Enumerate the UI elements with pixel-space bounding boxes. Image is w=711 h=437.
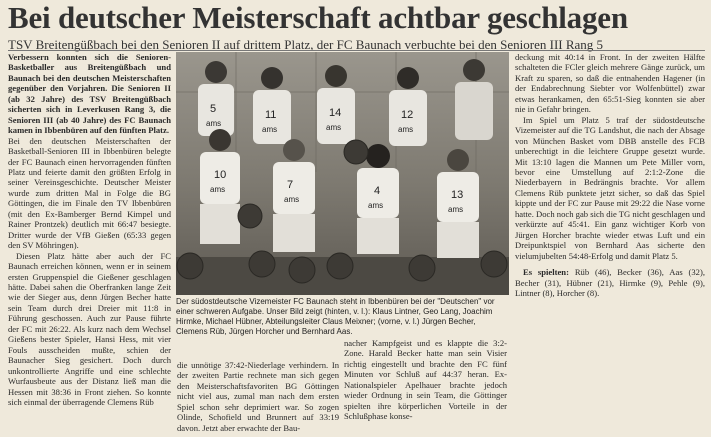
team-photo xyxy=(176,52,509,295)
jersey-sponsor: ams xyxy=(262,125,278,134)
jersey-sponsor: ams xyxy=(448,205,464,214)
article-paragraph: Im Spiel um Platz 5 traf der südostdeutsche Vizemeister auf die TG Landshut, die nach der Absage von München Basket vom DBB anstelle des FCB unberechtigt in die leichtere Gruppe gesetzt wurde. Mit 13:10 lagen die Mannen um Pete Miller vorn, bevor eine Umstellung auf 2:1:2-Zone die Niederbayern in Bedrängnis brachte. Vor allem Clemens Rüb punktete jetzt sicher, so daß das Spiel kippte und der FC zur Pause mit 29:22 die Nase vorne hatte. Doch noch gab sich die TG nicht geschlagen und verkürzte auf 45:41. Ein ganz wichtiger Korb von Jürgen Horcher brachte wieder etwas Luft und ein Dreipunktspiel von Bernhard Aas sicherte den vielumjubelten 54:48-Erfolg und damit Platz 5. xyxy=(515,114,705,261)
scorers-paragraph xyxy=(515,267,705,298)
headline-rule xyxy=(8,50,705,51)
article-paragraph: nacher Kampfgeist und es klappte die 3:2-Zone. Harald Becker hatte man sein Visier richtig eingestellt und brachte den FC fünf Minuten vor Schluß auf 44:37 heran. Ex-Nationalspieler Apelhauer brachte jedoch wieder Ordnung in sein Team, die Göttinger spielten ihre körperlichen Vorteile in der Schlußphase konse- xyxy=(344,338,507,422)
jersey-number: 14 xyxy=(329,107,342,119)
jersey-sponsor: ams xyxy=(368,201,384,210)
photo-caption: Der südostdeutsche Vizemeister FC Baunach steht in Ibbenbüren bei der "Deutschen" vor einer schweren Aufgabe. Unser Bild zeigt (hinten, v. l.): Klaus Lintner, Geo Lang, Joachim Hirmke, Michael Hübner, Abteilungsleiter Claus Meixner; (vorne, v. l.) Jürgen Becher, Clemens Rüb, Jürgen Horcher und Bernhard Aas. xyxy=(176,297,495,336)
team-photo-image xyxy=(176,52,509,295)
article-lead: Verbessern konnten sich die Senioren-Basketballer aus Breitengüßbach und Baunach bei den deutschen Meisterschaften gegenüber den Vorjahren. Die Senioren II (ab 32 Jahre) des TSV Breitengüßbach sicherten sich in Leverkusen Rang 3, die Senioren III (ab 40 Jahre) des FC Baunach kamen in Ibbenbüren auf den fünften Platz. xyxy=(8,52,171,136)
jersey-number: 10 xyxy=(214,169,227,181)
jersey-number: 11 xyxy=(265,109,277,121)
article-paragraph: Diesen Platz hätte aber auch der FC Baunach erreichen können, wenn er in seinem ersten Gruppenspiel die Gießener geschlagen hätte. Dabei sahen die Oberfranken lange Zeit wie der Sieger aus, denn Jürgen Becher hatte sein Team durch drei Dreier mit 11:8 in Führung geschossen. Auch zur Pause führte der FC mit 26:22. Als kurz nach dem Wechsel Gießens bester Spieler, Hansi Hess, mit vier Fouls ausscheiden mußte, schien der Baunacher Sieg gesichert. Doch durch unkontrollierte Angriffe und eine schlechte Wurfausbeute aus der Distanz ließ man die Hessen mit 38:36 in Front ziehen. So konnte sich einmal der überragende Clemens Rüb xyxy=(8,250,171,407)
jersey-sponsor: ams xyxy=(326,123,342,132)
jersey-sponsor: ams xyxy=(284,195,300,204)
article-column-2 xyxy=(177,360,339,433)
scorers-list: Rüb (46), Becker (36), Aas (32), Becher (31), Hübner (21), Hirmke (9), Pehle (9), Lintner (8), Horcher (8). xyxy=(515,267,705,298)
jersey-number: 13 xyxy=(451,189,464,201)
article-column-4 xyxy=(515,52,705,298)
jersey-sponsor: ams xyxy=(210,185,226,194)
jersey-number: 7 xyxy=(287,179,294,191)
jersey-number: 4 xyxy=(374,185,381,197)
subheadline: TSV Breitengüßbach bei den Senioren II auf drittem Platz, der FC Baunach verbuchte bei den Senioren III Rang 5 xyxy=(8,37,604,52)
jersey-number: 12 xyxy=(401,109,414,121)
scorers-label: Es spielten: xyxy=(523,267,569,278)
article-paragraph: die unnötige 37:42-Niederlage verhindern. In der zweiten Partie rechnete man sich gegen den Meisterschaftsfavoriten BG Göttingen nicht viel aus, zumal man nach dem ersten Spiel schon sehr deprimiert war. So zogen Olinde, Schofield und Brunnert auf 33:19 davon. Jetzt aber erwachte der Bau- xyxy=(177,360,339,433)
jersey-sponsor: ams xyxy=(206,119,222,128)
article-paragraph: deckung mit 40:14 in Front. In der zweiten Hälfte schalteten die FCler gleich mehrere Gänge zurück, um Kraft zu sparen, so daß die entnahenden Hagener (in der Endabrechnung Siebter vor Wolfenbüttel) zwar etwas herankamen, den 65:51-Sieg konnten sie aber nie in Gefahr bringen. xyxy=(515,52,705,115)
headline: Bei deutscher Meisterschaft achtbar geschlagen xyxy=(8,0,628,35)
article-paragraph: Bei den deutschen Meisterschaften der Basketball-Senioren III in Ibbenbüren belegte der FC Baunach einen hervorragenden fünften Platz und feierte damit den größten Erfolg in seiner Vereinsgeschichte. Deutscher Meister wurde zum dritten Mal in Folge die BG Göttingen, die im Finale den TV Ibbenbüren (mit den Ex-Bamberger Bernd Kimpel und Rainer Prontzek) deutlich mit 66:47 besiegte. Dritter wurde der VfB Gießen (65:33 gegen den SV Möhringen). xyxy=(8,135,171,251)
article-column-1 xyxy=(8,52,171,407)
article-column-3 xyxy=(344,338,507,422)
jersey-number: 5 xyxy=(210,103,217,115)
jersey-sponsor: ams xyxy=(398,125,414,134)
